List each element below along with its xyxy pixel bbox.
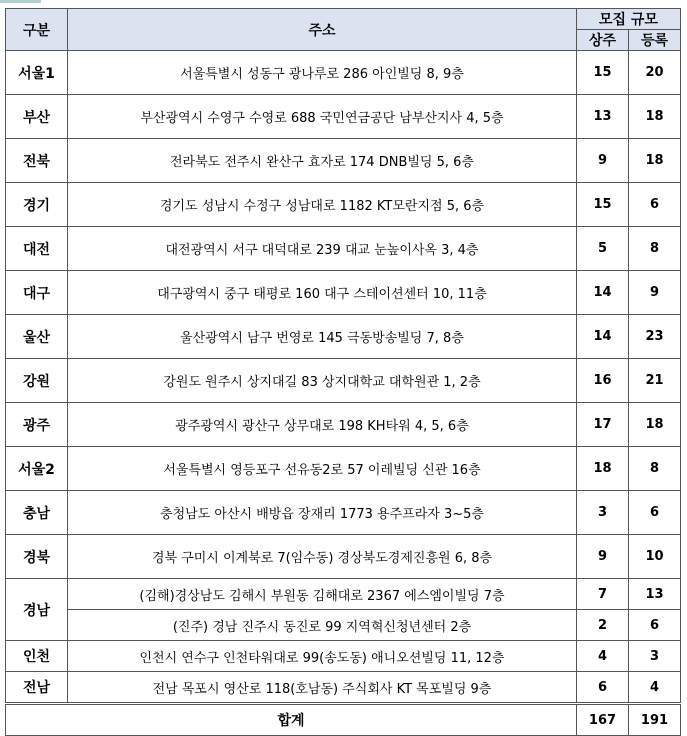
resident-cell: 9 <box>576 139 628 183</box>
region-cell: 울산 <box>6 315 68 359</box>
header-registered: 등록 <box>628 30 680 51</box>
table-row <box>6 315 681 359</box>
resident-cell: 7 <box>576 579 628 610</box>
address-cell: 전라북도 전주시 완산구 효자로 174 DNB빌딩 5, 6층 <box>68 139 577 183</box>
registered-cell: 20 <box>628 51 680 95</box>
top-decoration <box>0 0 687 6</box>
resident-cell: 2 <box>576 610 628 641</box>
registered-cell: 13 <box>628 579 680 610</box>
header-scale: 모집 규모 <box>576 9 680 30</box>
table-row <box>6 139 681 183</box>
address-cell: 부산광역시 수영구 수영로 688 국민연금공단 남부산지사 4, 5층 <box>68 95 577 139</box>
registered-cell: 6 <box>628 610 680 641</box>
header-row-1 <box>6 9 681 30</box>
table-row <box>6 447 681 491</box>
address-cell: 대전광역시 서구 대덕대로 239 대교 눈높이사옥 3, 4층 <box>68 227 577 271</box>
registered-cell: 10 <box>628 535 680 579</box>
address-cell: 인천시 연수구 인천타워대로 99(송도동) 애니오션빌딩 11, 12층 <box>68 641 577 672</box>
address-cell: 울산광역시 남구 번영로 145 극동방송빌딩 7, 8층 <box>68 315 577 359</box>
resident-cell: 4 <box>576 641 628 672</box>
registered-cell: 23 <box>628 315 680 359</box>
resident-cell: 9 <box>576 535 628 579</box>
address-cell: 서울특별시 성동구 광나루로 286 아인빌딩 8, 9층 <box>68 51 577 95</box>
region-cell: 대전 <box>6 227 68 271</box>
resident-cell: 5 <box>576 227 628 271</box>
registered-cell: 18 <box>628 139 680 183</box>
registered-cell: 6 <box>628 491 680 535</box>
table-row <box>6 183 681 227</box>
registered-cell: 21 <box>628 359 680 403</box>
recruitment-table <box>5 8 681 736</box>
resident-cell: 14 <box>576 315 628 359</box>
resident-cell: 3 <box>576 491 628 535</box>
header-resident: 상주 <box>576 30 628 51</box>
address-cell: (김해)경상남도 김해시 부원동 김해대로 2367 에스엠이빌딩 7층 <box>68 579 577 610</box>
table-row <box>6 359 681 403</box>
total-label: 합계 <box>6 704 577 736</box>
region-cell: 대구 <box>6 271 68 315</box>
top-accent-line <box>0 0 687 3</box>
resident-cell: 15 <box>576 51 628 95</box>
registered-cell: 4 <box>628 672 680 704</box>
table-row <box>6 535 681 579</box>
resident-cell: 17 <box>576 403 628 447</box>
table-row <box>6 610 681 641</box>
region-cell: 경북 <box>6 535 68 579</box>
header-address: 주소 <box>68 9 577 51</box>
region-cell: 강원 <box>6 359 68 403</box>
resident-cell: 6 <box>576 672 628 704</box>
table-row <box>6 227 681 271</box>
registered-cell: 8 <box>628 227 680 271</box>
region-cell: 전북 <box>6 139 68 183</box>
region-cell: 광주 <box>6 403 68 447</box>
table-row <box>6 51 681 95</box>
resident-cell: 18 <box>576 447 628 491</box>
registered-cell: 8 <box>628 447 680 491</box>
resident-cell: 15 <box>576 183 628 227</box>
address-cell: 서울특별시 영등포구 선유동2로 57 이레빌딩 신관 16층 <box>68 447 577 491</box>
table-row <box>6 579 681 610</box>
address-cell: 강원도 원주시 상지대길 83 상지대학교 대학원관 1, 2층 <box>68 359 577 403</box>
region-cell: 서울2 <box>6 447 68 491</box>
region-cell: 전남 <box>6 672 68 704</box>
total-registered: 191 <box>628 704 680 736</box>
region-cell: 경기 <box>6 183 68 227</box>
address-cell: (진주) 경남 진주시 동진로 99 지역혁신청년센터 2층 <box>68 610 577 641</box>
table-row <box>6 672 681 704</box>
table-row <box>6 491 681 535</box>
table-row <box>6 95 681 139</box>
registered-cell: 18 <box>628 403 680 447</box>
registered-cell: 18 <box>628 95 680 139</box>
region-cell: 충남 <box>6 491 68 535</box>
address-cell: 경기도 성남시 수정구 성남대로 1182 KT모란지점 5, 6층 <box>68 183 577 227</box>
registered-cell: 9 <box>628 271 680 315</box>
resident-cell: 16 <box>576 359 628 403</box>
table-row <box>6 271 681 315</box>
header-region: 구분 <box>6 9 68 51</box>
table-row <box>6 403 681 447</box>
address-cell: 충청남도 아산시 배방읍 장재리 1773 용주프라자 3~5층 <box>68 491 577 535</box>
region-cell: 서울1 <box>6 51 68 95</box>
registered-cell: 6 <box>628 183 680 227</box>
address-cell: 경북 구미시 이계북로 7(임수동) 경상북도경제진흥원 6, 8층 <box>68 535 577 579</box>
address-cell: 광주광역시 광산구 상무대로 198 KH타워 4, 5, 6층 <box>68 403 577 447</box>
region-cell: 경남 <box>6 579 68 641</box>
table-row <box>6 641 681 672</box>
region-cell: 인천 <box>6 641 68 672</box>
total-resident: 167 <box>576 704 628 736</box>
address-cell: 전남 목포시 영산로 118(호남동) 주식회사 KT 목포빌딩 9층 <box>68 672 577 704</box>
resident-cell: 14 <box>576 271 628 315</box>
address-cell: 대구광역시 중구 태평로 160 대구 스테이션센터 10, 11층 <box>68 271 577 315</box>
resident-cell: 13 <box>576 95 628 139</box>
registered-cell: 3 <box>628 641 680 672</box>
region-cell: 부산 <box>6 95 68 139</box>
